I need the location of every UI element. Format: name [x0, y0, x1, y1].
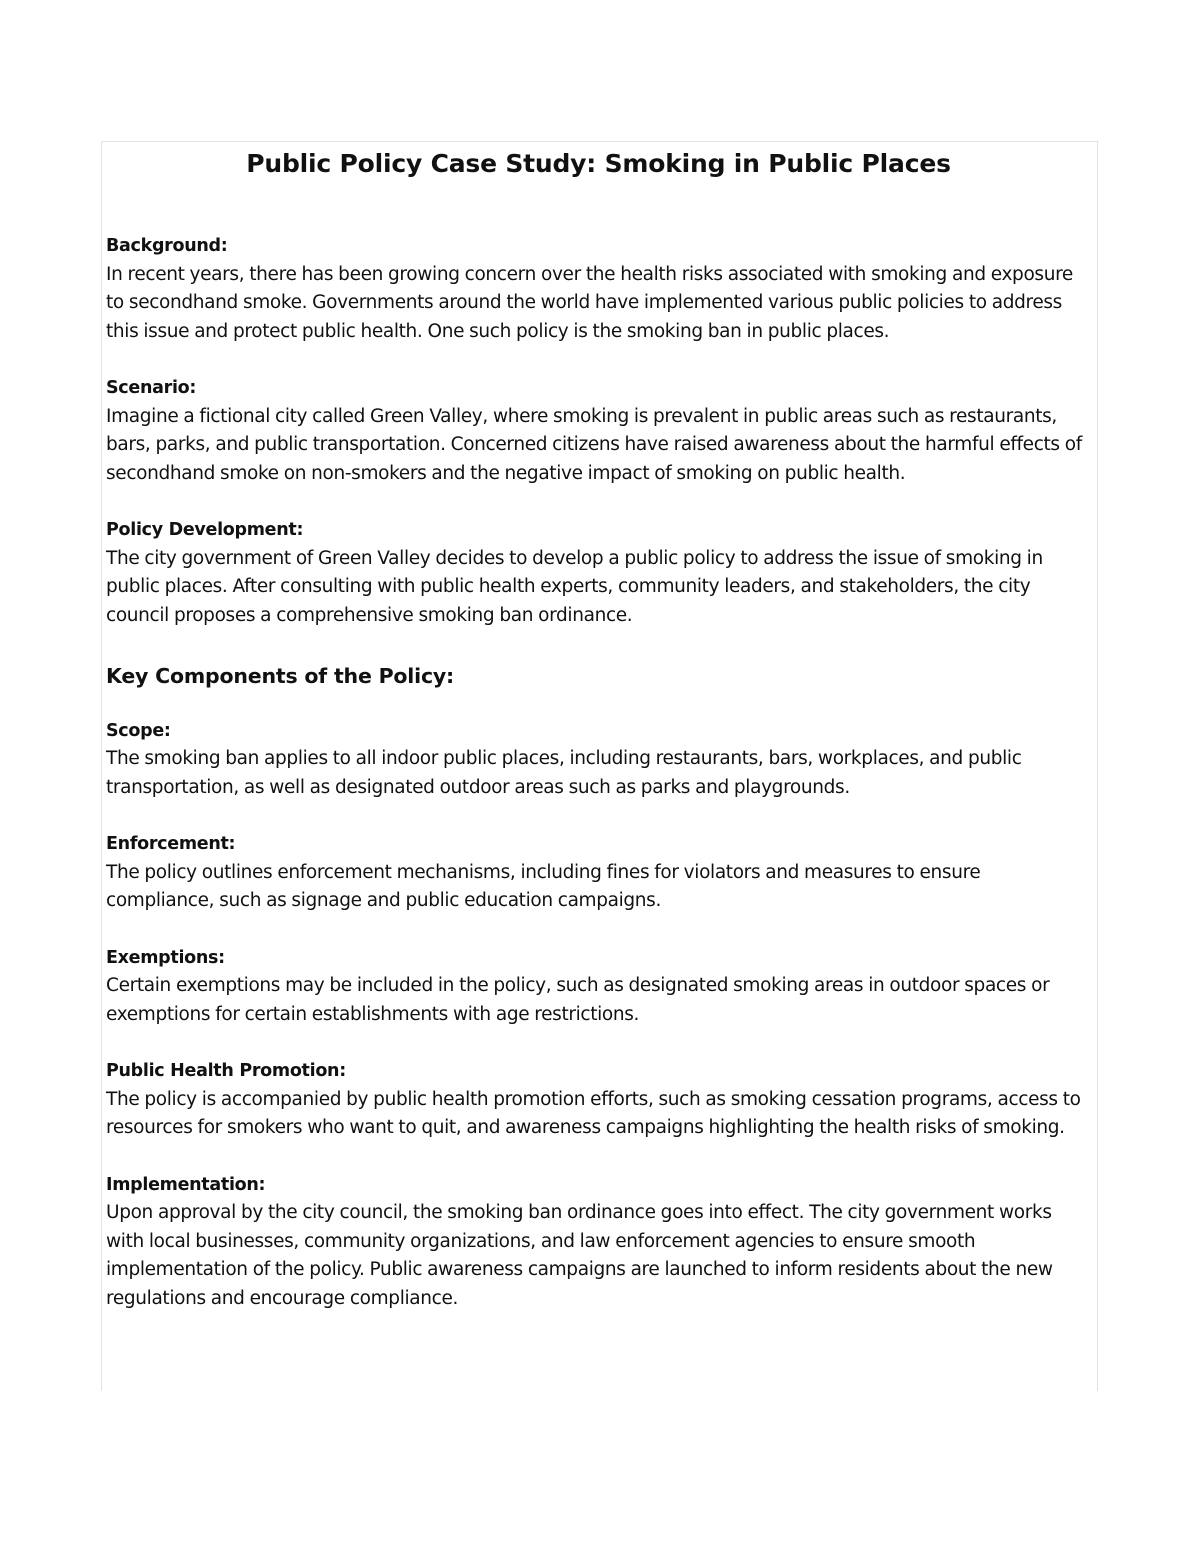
section-text-implementation: Upon approval by the city council, the smoking ban ordinance goes into effect. The city government works with local businesses, community organizations, and law enforcement agencies to ensure smooth implementation of the policy. Public awareness campaigns are launched to inform residents about the new regulations and encourage compliance.: [106, 1202, 1053, 1309]
section-scenario: [106, 374, 1091, 488]
section-label-scenario: Scenario:: [106, 378, 197, 398]
section-label-enforcement: Enforcement:: [106, 834, 236, 854]
section-background: [106, 232, 1091, 346]
section-label-background: Background:: [106, 236, 228, 256]
section-text-scenario: Imagine a fictional city called Green Valley, where smoking is prevalent in public areas such as restaurants, bars, parks, and public transportation. Concerned citizens have raised awareness about the harmful effects of secondhand smoke on non-smokers and the negative impact of smoking on public health.: [106, 405, 1082, 484]
section-implementation: [106, 1171, 1091, 1314]
section-policy-development: [106, 516, 1091, 630]
section-label-scope: Scope:: [106, 720, 171, 741]
section-label-implementation: Implementation:: [106, 1174, 266, 1195]
document-body: [106, 146, 1091, 1313]
section-text-policy-development: The city government of Green Valley decides to develop a public policy to address the issue of smoking in public places. After consulting with public health experts, community leaders, and stakeholders, the city council proposes a comprehensive smoking ban ordinance.: [106, 547, 1043, 626]
document-title: Public Policy Case Study: Smoking in Public Places: [246, 149, 951, 178]
section-public-health-promotion: [106, 1057, 1091, 1143]
section-label-exemptions: Exemptions:: [106, 947, 225, 968]
key-components-heading: Key Components of the Policy:: [106, 664, 455, 688]
section-label-public-health-promotion: Public Health Promotion:: [106, 1061, 346, 1081]
section-text-public-health-promotion: The policy is accompanied by public health promotion efforts, such as smoking cessation programs, access to resources for smokers who want to quit, and awareness campaigns highlighting the health risks of smoking.: [106, 1088, 1081, 1138]
section-label-policy-development: Policy Development:: [106, 520, 304, 540]
section-scope: [106, 717, 1091, 803]
section-text-background: In recent years, there has been growing concern over the health risks associated with smoking and exposure to secondhand smoke. Governments around the world have implemented various public policies to address this issue and protect public health. One such policy is the smoking ban in public places.: [106, 263, 1073, 342]
section-exemptions: [106, 944, 1091, 1030]
section-text-scope: The smoking ban applies to all indoor public places, including restaurants, bars, workplaces, and public transportation, as well as designated outdoor areas such as parks and playgrounds.: [106, 748, 1022, 798]
section-text-exemptions: Certain exemptions may be included in the policy, such as designated smoking areas in outdoor spaces or exemptions for certain establishments with age restrictions.: [106, 975, 1050, 1025]
section-text-enforcement: The policy outlines enforcement mechanisms, including fines for violators and measures to ensure compliance, such as signage and public education campaigns.: [106, 861, 981, 911]
section-enforcement: [106, 830, 1091, 916]
